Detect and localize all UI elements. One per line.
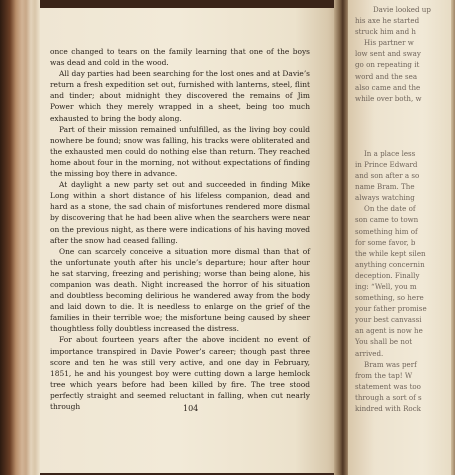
text-line: His partner w — [364, 38, 414, 48]
text-line: something him of — [355, 226, 418, 236]
text-line: struck him and h — [355, 27, 416, 37]
text-line: from the tap! W — [355, 370, 413, 380]
text-line: go on repeating it — [355, 60, 420, 70]
text-line: kindred with Rock — [355, 404, 421, 413]
text-line: arrived. — [355, 348, 384, 358]
page-number: 104 — [183, 404, 199, 413]
text-line: always watching — [355, 193, 415, 203]
text-line: low sent and sway — [355, 49, 421, 59]
text-line: ing: “Well, you m — [355, 281, 417, 291]
text-line: son came to town — [355, 215, 419, 225]
stacked-page-edges — [0, 0, 40, 475]
text-line: through a sort of s — [355, 392, 422, 402]
paragraph: For about fourteen years after the above incident no event of importance transpired in Davie Power’s career; though past three score and ten he was still very active, and one day in February, 1851, he and his youngest boy were cutting down a large hemlock tree which years before had been killed by fire. The tree stood perfectly straight and seemed reluctant in falling, when cut nearly through — [50, 335, 310, 411]
text-line: Bram was perf — [364, 359, 417, 369]
text-line: You shall be not — [355, 337, 413, 347]
text-line: anything concernin — [355, 259, 425, 269]
text-line: his axe he started — [355, 16, 420, 26]
text-line: for some favor, b — [355, 237, 416, 247]
left-page-text — [50, 46, 310, 412]
text-line: On the date of — [364, 204, 416, 214]
text-line: while over both, w — [355, 93, 422, 103]
text-line: and son after a so — [355, 171, 420, 181]
section-gap — [355, 104, 455, 148]
text-line: deception. Finally — [355, 270, 420, 280]
text-line: also came and the — [355, 82, 421, 92]
paragraph: One can scarcely conceive a situation more dismal than that of the unfortunate youth after his uncle’s departure; hour after hour he sat starving, freezing and perishing; worse than being alone, his companion was death. Night increased the horror of his situation and doubtless becoming delirious he wandered away from the body and laid down to die. It is needless to enlarge on the grief of the families in their terrible woe; the misfortune being caused by sheer thoughtless folly doubtless increased the distress. — [50, 246, 310, 334]
paragraph: At daylight a new party set out and succeeded in finding Mike Long within a short distance of his lifeless companion, dead and hard as a stone, the sad chain of misfortunes rendered more dismal by discovering that he had been alive when the searchers were near on the previous night, as there were indications of his having moved after the snow had ceased falling. — [50, 180, 310, 245]
right-page-text — [355, 4, 455, 414]
text-line: word and the sea — [355, 71, 418, 81]
text-line: an agent is now he — [355, 326, 423, 336]
paragraph: once changed to tears on the family learning that one of the boys was dead and cold in the wood. — [50, 47, 310, 68]
text-line: in Prince Edward — [355, 159, 418, 169]
text-line: In a place less — [364, 148, 416, 158]
text-line: Davie looked up — [373, 5, 431, 14]
text-line: something, so here — [355, 293, 424, 303]
paragraph: Part of their mission remained unfulfilled, as the living boy could nowhere be found; snow was falling, his tracks were obliterated and the exhausted men could do nothing else than return. They reached home about four in the morning, not without expectations of finding the missing boy there in advance. — [50, 124, 310, 179]
text-line: the while kept silen — [355, 248, 426, 258]
text-line: name Bram. The — [355, 182, 415, 192]
text-line: statement was too — [355, 381, 421, 391]
text-line: your best canvassi — [355, 315, 422, 325]
text-line: your father promise — [355, 304, 427, 314]
paragraph: All day parties had been searching for the lost ones and at Davie’s return a fresh expedition set out, furnished with lanterns, steel, flint and tinder; about midnight they discovered the remains of Jim Power which they merely wrapped in a sheet, being too much exhausted to bring the body along. — [50, 69, 310, 123]
